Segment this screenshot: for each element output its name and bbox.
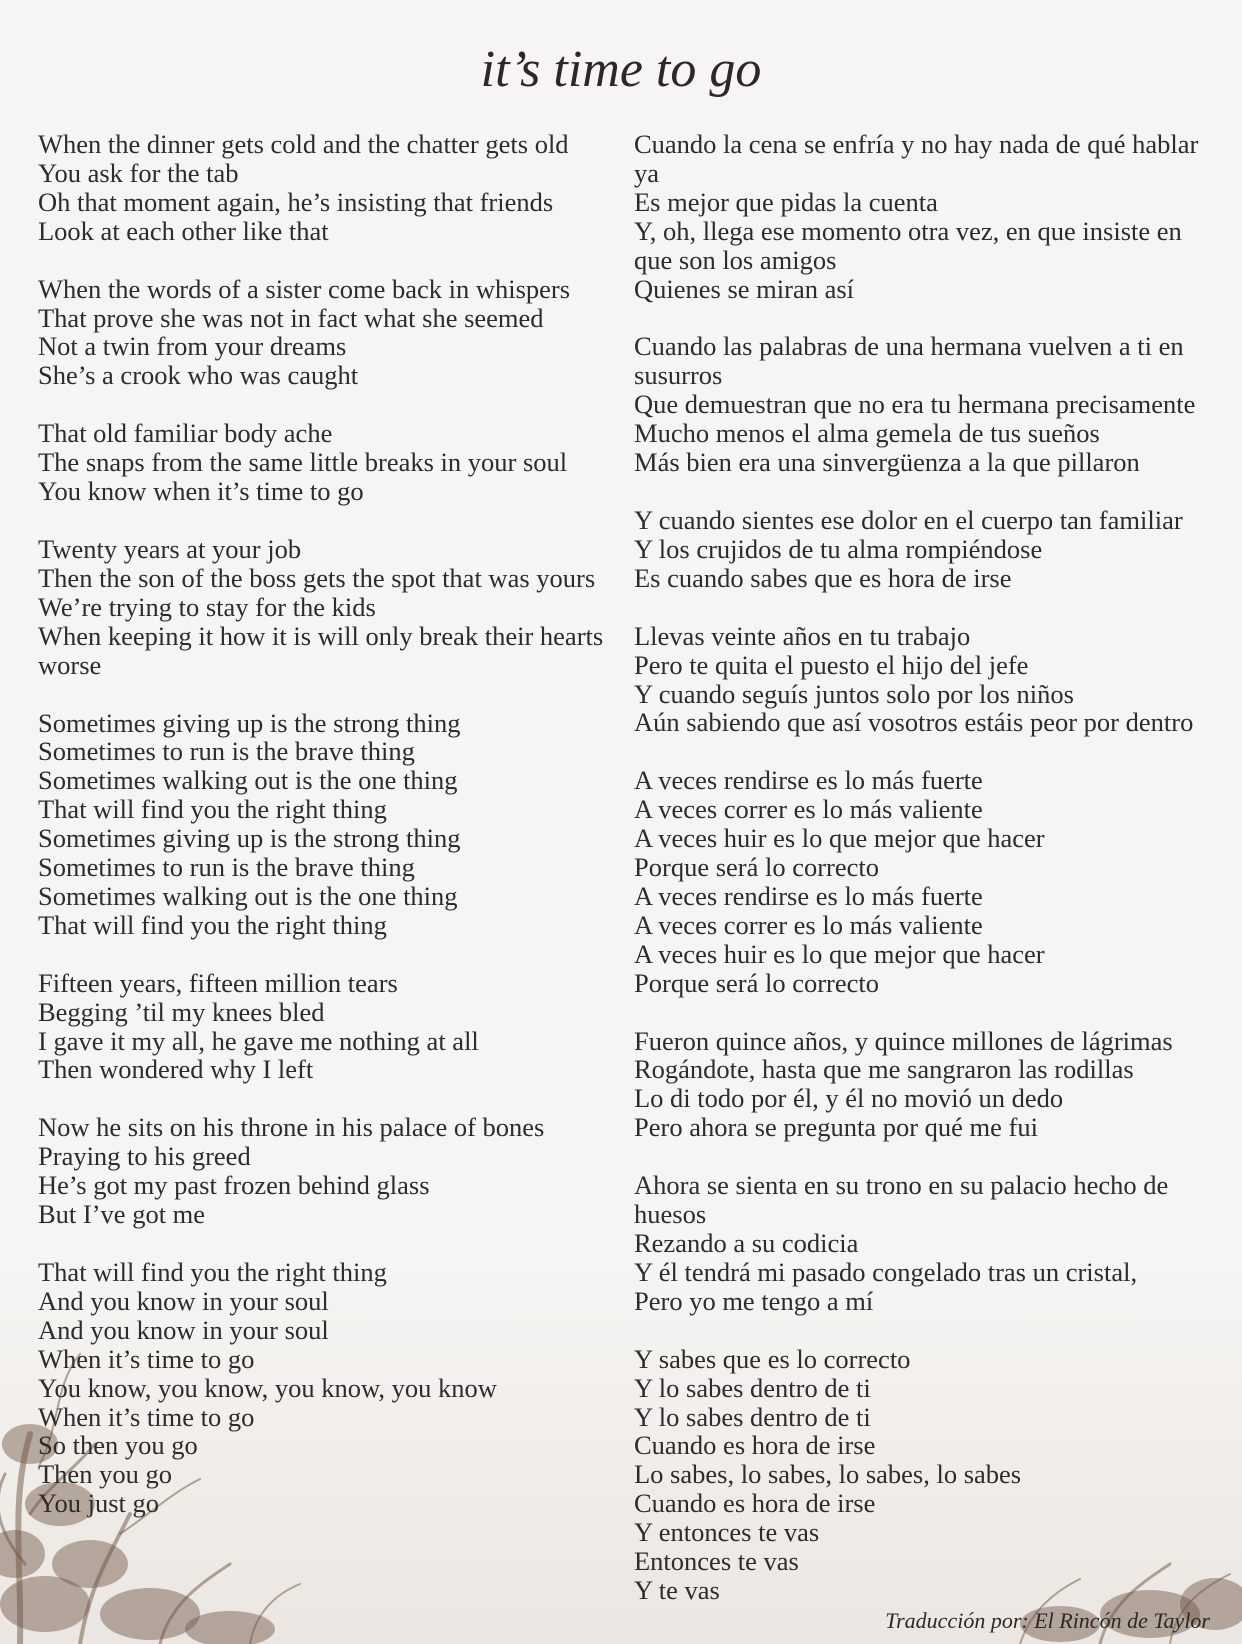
spanish-lyric-line: Que demuestran que no era tu hermana precisamente: [634, 389, 1196, 420]
spanish-lyric-line: A veces correr es lo más valiente: [634, 909, 983, 940]
spanish-lyric-line: Rogándote, hasta que me sangraron las rodillas: [634, 1054, 1134, 1085]
english-stanza: [38, 709, 618, 940]
spanish-lyric-line: A veces huir es lo que mejor que hacer: [634, 823, 1045, 854]
spanish-lyric-line: Cuando la cena se enfría y no hay nada de qué hablar ya: [634, 129, 1199, 188]
english-lyric-line: Sometimes walking out is the one thing: [38, 765, 458, 796]
english-lyric-line: Look at each other like that: [38, 215, 329, 246]
english-lyric-line: Then wondered why I left: [38, 1054, 314, 1085]
english-stanza: [38, 535, 618, 680]
spanish-lyric-line: Pero ahora se pregunta por qué me fui: [634, 1112, 1038, 1143]
english-stanza: [38, 1113, 618, 1229]
english-lyric-line: Sometimes to run is the brave thing: [38, 852, 415, 883]
spanish-lyric-line: Pero yo me tengo a mí: [634, 1285, 874, 1316]
english-lyric-line: You know, you know, you know, you know: [38, 1372, 497, 1403]
translation-credit: Traducción por: El Rincón de Taylor: [885, 1608, 1210, 1633]
spanish-lyric-line: Pero te quita el puesto el hijo del jefe: [634, 649, 1029, 680]
spanish-lyric-line: Fueron quince años, y quince millones de lágrimas: [634, 1025, 1173, 1056]
english-lyric-line: I gave it my all, he gave me nothing at all: [38, 1025, 479, 1056]
english-lyric-line: Sometimes giving up is the strong thing: [38, 707, 461, 738]
spanish-stanza: [634, 506, 1224, 593]
english-lyric-line: You know when it’s time to go: [38, 476, 364, 507]
english-lyric-line: That old familiar body ache: [38, 418, 333, 449]
english-stanza: [38, 1258, 618, 1518]
english-lyric-line: Begging ’til my knees bled: [38, 996, 325, 1027]
english-lyric-line: That will find you the right thing: [38, 1257, 387, 1287]
english-lyric-line: That will find you the right thing: [38, 794, 387, 825]
spanish-lyric-line: Porque será lo correcto: [634, 967, 880, 998]
english-lyric-line: You just go: [38, 1488, 160, 1519]
english-lyric-line: Sometimes walking out is the one thing: [38, 880, 458, 911]
english-lyric-line: And you know in your soul: [38, 1314, 329, 1345]
english-lyric-line: Then you go: [38, 1459, 172, 1490]
spanish-stanza: [634, 766, 1224, 997]
english-lyric-line: Then the son of the boss gets the spot that was yours: [38, 562, 596, 593]
english-lyric-line: But I’ve got me: [38, 1199, 206, 1230]
song-title: it’s time to go: [480, 41, 762, 98]
spanish-lyric-line: A veces rendirse es lo más fuerte: [634, 765, 983, 796]
spanish-lyric-line: Más bien era una sinvergüenza a la que pillaron: [634, 447, 1140, 478]
spanish-lyric-line: Y cuando seguís juntos solo por los niños: [634, 678, 1074, 709]
english-lyric-line: Fifteen years, fifteen million tears: [38, 967, 398, 998]
english-stanza: [38, 130, 618, 246]
spanish-lyric-line: Y, oh, llega ese momento otra vez, en que insiste en que son los amigos: [634, 215, 1182, 275]
english-lyric-line: Sometimes to run is the brave thing: [38, 736, 415, 767]
english-lyric-line: Sometimes giving up is the strong thing: [38, 823, 461, 854]
english-lyric-line: He’s got my past frozen behind glass: [38, 1170, 430, 1201]
spanish-lyric-line: Rezando a su codicia: [634, 1228, 859, 1258]
english-lyrics-column: [38, 130, 618, 1547]
spanish-stanza: [634, 1345, 1224, 1605]
spanish-lyric-line: A veces huir es lo que mejor que hacer: [634, 938, 1045, 969]
spanish-lyric-line: Entonces te vas: [634, 1546, 799, 1577]
spanish-stanza: [634, 130, 1224, 303]
english-lyric-line: So then you go: [38, 1430, 198, 1461]
spanish-lyric-line: Y lo sabes dentro de ti: [634, 1372, 871, 1403]
english-lyric-line: The snaps from the same little breaks in your soul: [38, 447, 568, 478]
english-lyric-line: And you know in your soul: [38, 1285, 329, 1316]
spanish-lyric-line: Cuando las palabras de una hermana vuelven a ti en susurros: [634, 331, 1184, 391]
english-lyric-line: That prove she was not in fact what she seemed: [38, 302, 544, 333]
english-stanza: [38, 969, 618, 1085]
english-lyric-line: Not a twin from your dreams: [38, 331, 347, 362]
english-lyric-line: That will find you the right thing: [38, 909, 387, 940]
spanish-lyric-line: Y los crujidos de tu alma rompiéndose: [634, 533, 1043, 564]
spanish-lyric-line: Lo sabes, lo sabes, lo sabes, lo sabes: [634, 1459, 1022, 1490]
spanish-stanza: [634, 1171, 1224, 1316]
spanish-lyric-line: Y sabes que es lo correcto: [634, 1343, 911, 1374]
spanish-stanza: [634, 622, 1224, 738]
spanish-lyric-line: Quienes se miran así: [634, 273, 855, 304]
spanish-lyric-line: Y él tendrá mi pasado congelado tras un cristal,: [634, 1256, 1138, 1287]
english-lyric-line: Oh that moment again, he’s insisting that friends: [38, 186, 554, 217]
english-lyric-line: She’s a crook who was caught: [38, 360, 359, 391]
english-lyric-line: When the words of a sister come back in whispers: [38, 273, 571, 304]
english-stanza: [38, 419, 618, 506]
english-lyric-line: Twenty years at your job: [38, 533, 302, 564]
spanish-lyric-line: Y cuando sientes ese dolor en el cuerpo tan familiar: [634, 504, 1183, 535]
english-lyric-line: Now he sits on his throne in his palace of bones: [38, 1112, 545, 1143]
spanish-lyric-line: Y entonces te vas: [634, 1517, 820, 1548]
spanish-lyric-line: Cuando es hora de irse: [634, 1430, 876, 1461]
spanish-lyric-line: Aún sabiendo que así vosotros estáis peor por dentro: [634, 707, 1194, 738]
spanish-lyric-line: Lo di todo por él, y él no movió un dedo: [634, 1083, 1064, 1114]
english-lyric-line: Praying to his greed: [38, 1141, 251, 1172]
spanish-lyric-line: Y lo sabes dentro de ti: [634, 1401, 871, 1432]
english-lyric-line: We’re trying to stay for the kids: [38, 591, 376, 622]
spanish-lyric-line: Cuando es hora de irse: [634, 1488, 876, 1519]
english-lyric-line: When it’s time to go: [38, 1401, 255, 1432]
spanish-lyric-line: Mucho menos el alma gemela de tus sueños: [634, 418, 1100, 449]
spanish-lyric-line: Y te vas: [634, 1574, 720, 1605]
spanish-lyric-line: Ahora se sienta en su trono en su palacio hecho de huesos: [634, 1170, 1169, 1230]
english-lyric-line: When it’s time to go: [38, 1343, 255, 1374]
spanish-lyric-line: Es cuando sabes que es hora de irse: [634, 562, 1012, 593]
spanish-lyric-line: Es mejor que pidas la cuenta: [634, 186, 938, 217]
spanish-lyric-line: Porque será lo correcto: [634, 852, 880, 883]
spanish-stanza: [634, 332, 1224, 477]
english-lyric-line: You ask for the tab: [38, 157, 239, 188]
spanish-lyrics-column: [634, 130, 1224, 1634]
english-stanza: [38, 275, 618, 391]
spanish-lyric-line: Llevas veinte años en tu trabajo: [634, 620, 971, 651]
english-lyric-line: When the dinner gets cold and the chatter gets old: [38, 129, 569, 159]
spanish-lyric-line: A veces rendirse es lo más fuerte: [634, 880, 983, 911]
english-lyric-line: When keeping it how it is will only break their hearts worse: [38, 620, 604, 680]
spanish-stanza: [634, 1027, 1224, 1143]
spanish-lyric-line: A veces correr es lo más valiente: [634, 794, 983, 825]
